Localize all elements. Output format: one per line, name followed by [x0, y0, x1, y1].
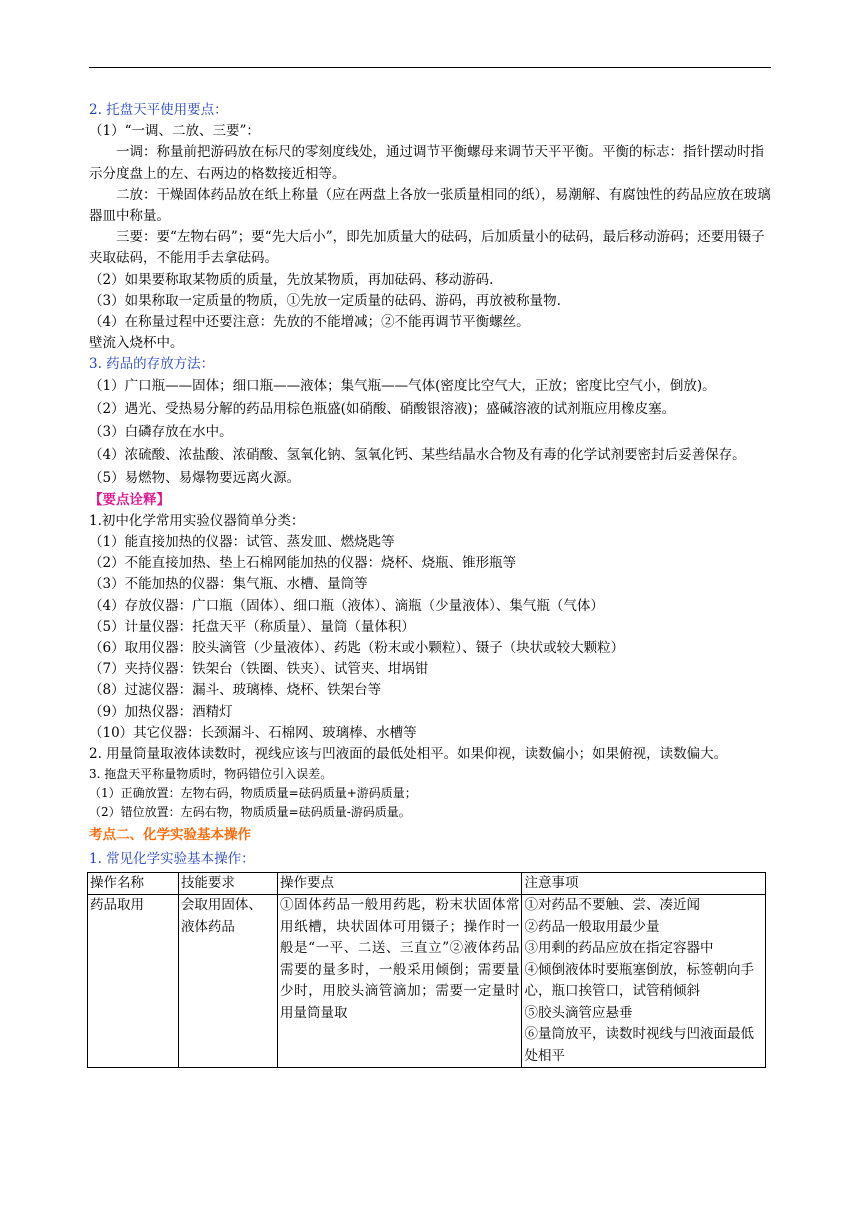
- explain-item: （7）夹持仪器：铁架台（铁圈、铁夹）、试管夹、坩埚钳: [89, 661, 429, 678]
- table-cell-points: ①固体药品一般用药匙，粉末状固体常用纸槽，块状固体可用镊子；操作时一般是“一平、二送、三直立”②液体药品需要的量多时，一般采用倾倒；需要量少时，用胶头滴管滴加；需要一定量时用量筒量取: [277, 895, 522, 1068]
- s3-line: （3）白磷存放在水中。: [89, 424, 233, 441]
- s3-line: （2）遇光、受热易分解的药品用棕色瓶盛(如硝酸、硝酸银溶液)；盛碱溶液的试剂瓶应用橡皮塞。: [89, 400, 676, 417]
- s2-line: （1）“一调、二放、三要”：: [89, 123, 260, 140]
- explain-item: （10）其它仪器：长颈漏斗、石棉网、玻璃棒、水槽等: [89, 724, 417, 741]
- explain-item: （8）过滤仪器：漏斗、玻璃棒、烧杯、铁架台等: [89, 682, 382, 699]
- explain-item: （4）存放仪器：广口瓶（固体）、细口瓶（液体）、滴瓶（少量液体）、集气瓶（气体）: [89, 597, 604, 614]
- explain-intro: 1.初中化学常用实验仪器简单分类：: [89, 512, 305, 529]
- s2-line: 二放：干燥固体药品放在纸上称量（应在两盘上各放一张质量相同的纸），易潮解、有腐蚀性的药品应放在玻璃器皿中称量。: [89, 186, 771, 225]
- explain-item: （1）能直接加热的仪器：试管、蒸发皿、燃烧匙等: [89, 534, 395, 551]
- table-cell-name: 药品取用: [88, 895, 179, 1068]
- explain-item: （5）计量仪器：托盘天平（称质量）、量筒（量体积）: [89, 618, 415, 635]
- s2-line: 三要：要“左物右码”；要“先大后小”，即先加质量大的砝码，后加质量小的砝码，最后移动游码；还要用镊子夹取砝码，不能用手去拿砝码。: [89, 229, 765, 267]
- note-line: ①对药品不要触、尝、凑近闻: [524, 897, 700, 914]
- s2-line: （2）如果要称取某物质的质量，先放某物质，再加砝码、移动游码.: [89, 271, 494, 288]
- table-cell-skill: 会取用固体、液体药品: [178, 895, 277, 1068]
- s3-line: （4）浓硫酸、浓盐酸、浓硝酸、氢氧化钠、氢氧化钙、某些结晶水合物及有毒的化学试剂要密封后妥善保存。: [89, 447, 746, 464]
- table-cell-notes: [522, 895, 766, 1068]
- key-points-title: 【要点诠释】: [89, 491, 170, 508]
- s3-line: （1）广口瓶——固体；细口瓶——液体；集气瓶——气体(密度比空气大，正放；密度比空气小，倒放)。: [89, 377, 716, 394]
- operations-table: [87, 872, 766, 1069]
- header-rule: [89, 67, 771, 68]
- s2-line: （4）在称量过程中还要注意：先放的不能增减；②不能再调节平衡螺丝。: [89, 314, 530, 331]
- explain-paragraph-3: 3. 拖盘天平称量物质时，物码错位引入误差。: [89, 767, 333, 782]
- table-header-cell: 操作名称: [88, 872, 179, 895]
- s2-line: 一调：称量前把游码放在标尺的零刻度线处，通过调节平衡螺母来调节天平平衡。平衡的标志：指针摆动时指示分度盘上的左、右两边的格数接近相等。: [89, 144, 764, 182]
- kp2-title: 考点二、化学实验基本操作: [89, 827, 251, 844]
- note-line: ⑥量筒放平，读数时视线与凹液面最低处相平: [524, 1026, 754, 1064]
- note-line: ②药品一般取用最少量: [524, 918, 660, 935]
- table-header-cell: 注意事项: [522, 872, 766, 895]
- explain-item: （2）不能直接加热、垫上石棉网能加热的仪器：烧杯、烧瓶、锥形瓶等: [89, 555, 517, 572]
- table-header-row: [88, 872, 766, 895]
- table-header-cell: 技能要求: [178, 872, 277, 895]
- section-3-title: 3. 药品的存放方法：: [89, 356, 215, 373]
- s2-line: 壁流入烧杯中。: [89, 335, 184, 352]
- note-line: ④倾倒液体时要瓶塞倒放，标签朝向手心，瓶口挨管口，试管稍倾斜: [524, 961, 754, 1000]
- table-header-cell: 操作要点: [277, 872, 522, 895]
- s2-line: （3）如果称取一定质量的物质，①先放一定质量的砝码、游码，再放被称量物.: [89, 292, 561, 309]
- document-body: [89, 100, 771, 1068]
- kp2-subtitle: 1. 常见化学实验基本操作：: [89, 850, 255, 867]
- explain-item: （9）加热仪器：酒精灯: [89, 703, 233, 720]
- section-2-title: 2. 托盘天平使用要点：: [89, 102, 228, 118]
- note-line: ⑤胶头滴管应悬垂: [524, 1004, 633, 1021]
- explain-paragraph-3b: （2）错位放置：左码右物，物质质量=砝码质量-游码质量。: [89, 805, 411, 820]
- table-row: [88, 895, 766, 1068]
- note-line: ③用剩的药品应放在指定容器中: [524, 940, 714, 957]
- explain-paragraph-3a: （1）正确放置：左物右码，物质质量=砝码质量+游码质量；: [89, 786, 417, 801]
- s3-line: （5）易燃物、易爆物要远离火源。: [89, 470, 301, 487]
- explain-paragraph-2: 2. 用量筒量取液体读数时，视线应该与凹液面的最低处相平。如果仰视，读数偏小；如果俯视，读数偏大。: [89, 746, 728, 763]
- explain-item: （3）不能加热的仪器：集气瓶、水槽、量筒等: [89, 576, 368, 593]
- explain-item: （6）取用仪器：胶头滴管（少量液体）、药匙（粉末或小颗粒）、镊子（块状或较大颗粒）: [89, 640, 625, 657]
